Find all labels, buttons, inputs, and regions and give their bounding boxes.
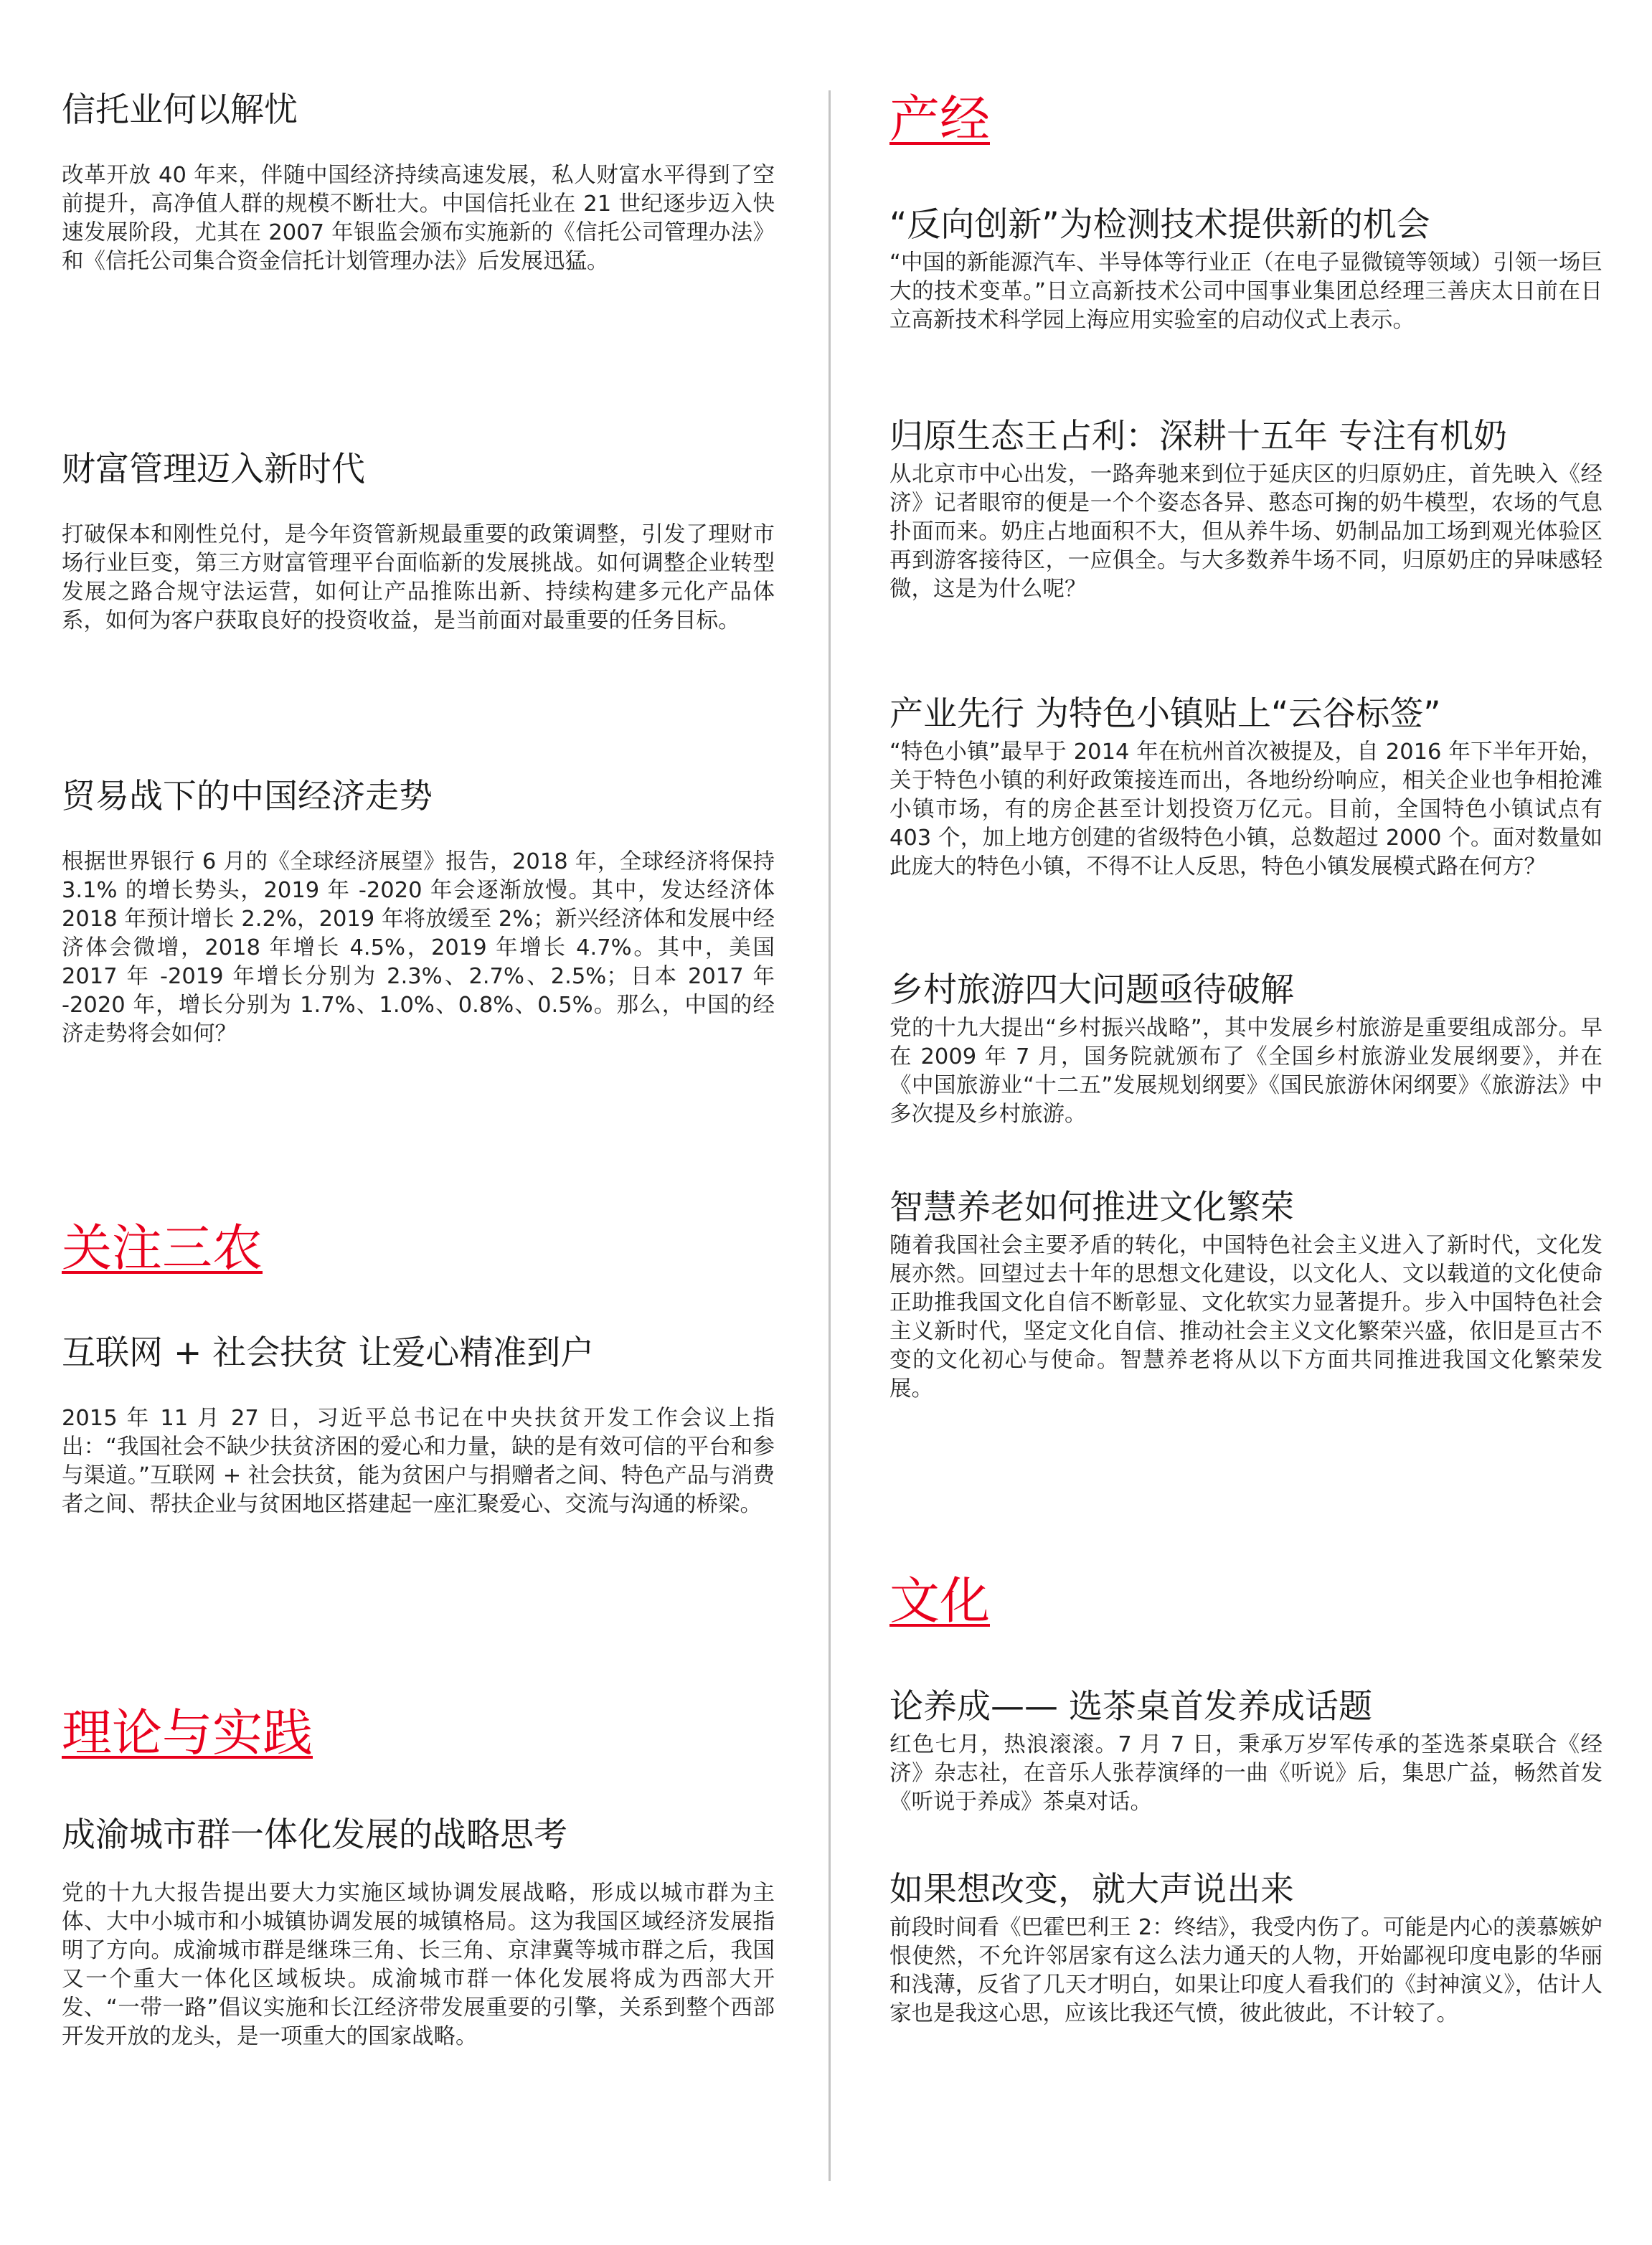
article-internet-poverty-relief xyxy=(62,1333,775,1519)
article-summary: 党的十九大报告提出要大力实施区域协调发展战略，形成以城市群为主体、大中小城市和小城镇协调发展的城镇格局。这为我国区域经济发展指明了方向。成渝城市群是继珠三角、长三角、京津冀等城市群之后，我国又一个重大一体化区域板块。成渝城市群一体化发展将成为西部大开发、“一带一路”倡议实施和长江经济带发展重要的引擎，关系到整个西部开发开放的龙头，是一项重大的国家战略。 xyxy=(62,1881,775,2049)
article-trade-war-economy xyxy=(62,776,775,1049)
article-summary: 红色七月，热浪滚滚。7 月 7 日，秉承万岁军传承的荃选茶桌联合《经济》杂志社，在音乐人张荐演绎的一曲《听说》后，集思广益，畅然首发《听说于养成》茶桌对话。 xyxy=(889,1732,1603,1815)
article-summary: 改革开放 40 年来，伴随中国经济持续高速发展，私人财富水平得到了空前提升，高净值人群的规模不断壮大。中国信托业在 21 世纪逐步迈入快速发展阶段，尤其在 2007 年银监会颁布实施新的《信托公司管理办法》和《信托公司集合资金信托计划管理办法》后发展迅猛。 xyxy=(62,163,775,274)
article-title[interactable]: 产业先行 为特色小镇贴上“云谷标签” xyxy=(889,694,1441,734)
article-title[interactable]: 互联网 + 社会扶贫 让爱心精准到户 xyxy=(62,1333,595,1373)
article-summary: “特色小镇”最早于 2014 年在杭州首次被提及，自 2016 年下半年开始，关于特色小镇的利好政策接连而出，各地纷纷响应，相关企业也争相抢滩小镇市场，有的房企甚至计划投资万亿元。目前，全国特色小镇试点有 403 个，加上地方创建的省级特色小镇，总数超过 2000 个。面对数量如此庞大的特色小镇，不得不让人反思，特色小镇发展模式路在何方？ xyxy=(889,739,1603,879)
article-title[interactable]: 贸易战下的中国经济走势 xyxy=(62,777,433,816)
article-summary: 根据世界银行 6 月的《全球经济展望》报告，2018 年，全球经济将保持 3.1% 的增长势头，2019 年 -2020 年会逐渐放慢。其中，发达经济体 2018 年预计增长 2.2%，2019 年将放缓至 2%；新兴经济体和发展中经济体会微增，2018 年增长 4.5%，2019 年增长 4.7%。其中，美国 2017 年 -2019 年增长分别为 2.3%、2.7%、2.5%；日本 2017 年 -2020 年，增长分别为 1.7%、1.0%、0.8%、0.5%。那么，中国的经济走势将会如何？ xyxy=(62,849,775,1046)
section-heading-agriculture[interactable]: 关注三农 xyxy=(62,1219,263,1277)
article-characteristic-towns xyxy=(889,694,1603,882)
article-speak-up xyxy=(889,1869,1603,2028)
column-divider xyxy=(829,90,831,2181)
article-summary: 打破保本和刚性兑付，是今年资管新规最重要的政策调整，引发了理财市场行业巨变，第三方财富管理平台面临新的发展挑战。如何调整企业转型发展之路合规守法运营，如何让产品推陈出新、持续构建多元化产品体系，如何为客户获取良好的投资收益，是当前面对最重要的任务目标。 xyxy=(62,522,775,633)
article-rural-tourism xyxy=(889,970,1603,1129)
article-summary: “中国的新能源汽车、半导体等行业正（在电子显微镜等领域）引领一场巨大的技术变革。”日立高新技术公司中国事业集团总经理三善庆太日前在日立高新技术科学园上海应用实验室的启动仪式上表示。 xyxy=(889,250,1603,333)
article-title[interactable]: 乡村旅游四大问题亟待破解 xyxy=(889,970,1294,1010)
article-reverse-innovation xyxy=(889,204,1603,335)
article-summary: 从北京市中心出发，一路奔驰来到位于延庆区的归原奶庄，首先映入《经济》记者眼帘的便是一个个姿态各异、憨态可掬的奶牛模型，农场的气息扑面而来。奶庄占地面积不大，但从养牛场、奶制品加工场到观光体验区再到游客接待区，一应俱全。与大多数养牛场不同，归原奶庄的异味感轻微，这是为什么呢？ xyxy=(889,462,1603,602)
article-title[interactable]: 如果想改变，就大声说出来 xyxy=(889,1870,1294,1909)
article-title[interactable]: 信托业何以解忧 xyxy=(62,90,298,130)
article-title[interactable]: 财富管理迈入新时代 xyxy=(62,450,365,489)
article-smart-elderly-care xyxy=(889,1187,1603,1404)
section-heading-industry-economy[interactable]: 产经 xyxy=(889,90,990,148)
article-wealth-management xyxy=(62,449,775,635)
section-heading-theory-practice[interactable]: 理论与实践 xyxy=(62,1703,313,1762)
article-title[interactable]: 归原生态王占利：深耕十五年 专注有机奶 xyxy=(889,417,1507,456)
article-summary: 2015 年 11 月 27 日，习近平总书记在中央扶贫开发工作会议上指出：“我国社会不缺少扶贫济困的爱心和力量，缺的是有效可信的平台和参与渠道。”互联网 + 社会扶贫，能为贫困户与捐赠者之间、特色产品与消费者之间、帮扶企业与贫困地区搭建起一座汇聚爱心、交流与沟通的桥梁。 xyxy=(62,1406,775,1517)
article-title[interactable]: 成渝城市群一体化发展的战略思考 xyxy=(62,1815,567,1855)
article-title[interactable]: “反向创新”为检测技术提供新的机会 xyxy=(889,205,1430,245)
article-tea-table xyxy=(889,1686,1603,1817)
article-summary: 党的十九大提出“乡村振兴战略”，其中发展乡村旅游是重要组成部分。早在 2009 年 7 月，国务院就颁布了《全国乡村旅游业发展纲要》，并在《中国旅游业“十二五”发展规划纲要》《国民旅游休闲纲要》《旅游法》中多次提及乡村旅游。 xyxy=(889,1016,1603,1127)
article-title[interactable]: 智慧养老如何推进文化繁荣 xyxy=(889,1188,1294,1227)
article-title[interactable]: 论养成—— 选茶桌首发养成话题 xyxy=(889,1687,1372,1726)
article-summary: 随着我国社会主要矛盾的转化，中国特色社会主义进入了新时代，文化发展亦然。回望过去十年的思想文化建设，以文化人、文以载道的文化使命正助推我国文化自信不断彰显、文化软实力显著提升。步入中国特色社会主义新时代，坚定文化自信、推动社会主义文化繁荣兴盛，依旧是亘古不变的文化初心与使命。智慧养老将从以下方面共同推进我国文化繁荣发展。 xyxy=(889,1233,1603,1402)
article-summary: 前段时间看《巴霍巴利王 2：终结》，我受内伤了。可能是内心的羡慕嫉妒恨使然，不允许邻居家有这么法力通天的人物，开始鄙视印度电影的华丽和浅薄，反省了几天才明白，如果让印度人看我们的《封神演义》，估计人家也是我这心思，应该比我还气愤，彼此彼此，不计较了。 xyxy=(889,1915,1603,2026)
section-heading-culture[interactable]: 文化 xyxy=(889,1572,990,1630)
article-trust-industry xyxy=(62,90,775,276)
article-chengyu-city-cluster xyxy=(62,1815,775,2051)
article-organic-milk xyxy=(889,416,1603,604)
